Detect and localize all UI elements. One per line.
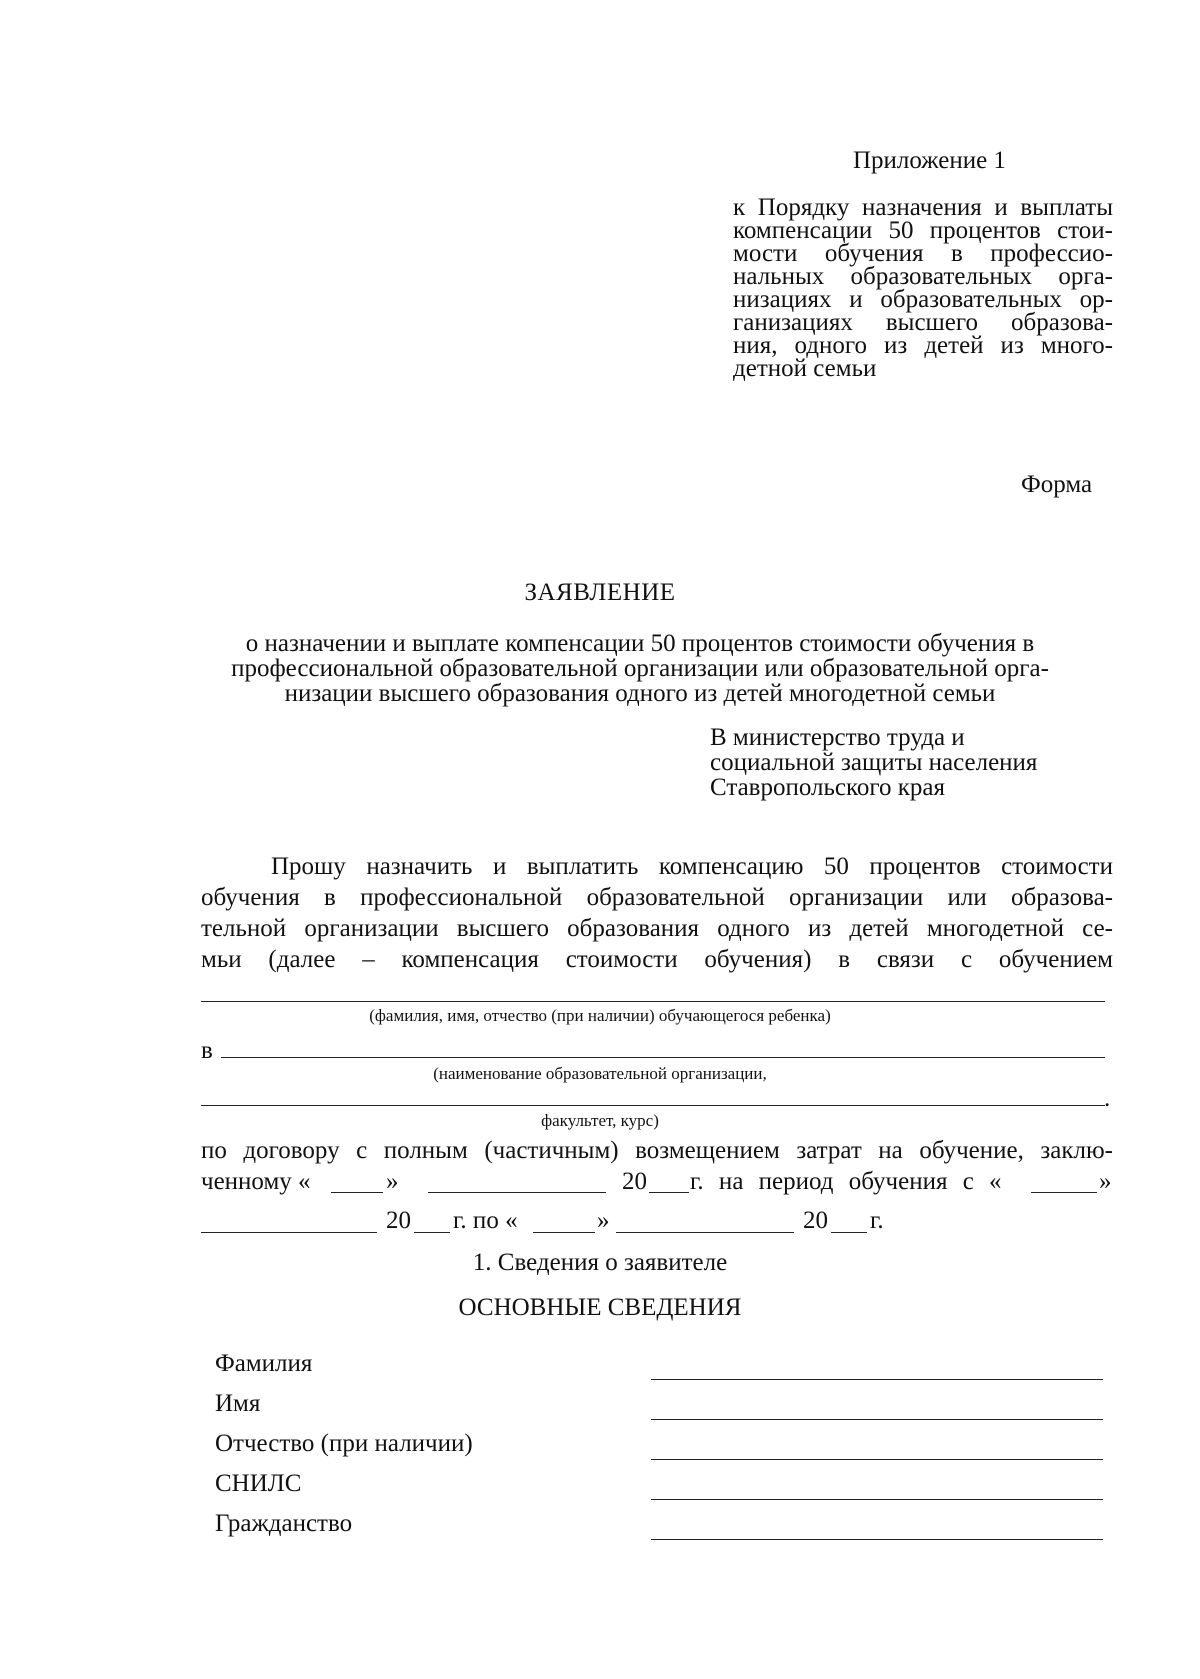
- appendix-line: мости обучения в профессио-: [733, 240, 1113, 267]
- contract-line-1: по договору с полным (частичным) возмещением затрат на обучение, заклю-: [201, 1137, 1113, 1164]
- contract-text: г. на период обучения с «: [690, 1168, 1002, 1195]
- addressee-line: социальной защиты населения: [710, 749, 1038, 776]
- period-start-year-field[interactable]: [414, 1232, 450, 1233]
- appendix-line: к Порядку назначения и выплаты: [733, 194, 1113, 221]
- caption-faculty: факультет, курс): [541, 1111, 659, 1130]
- contract-text: 20: [803, 1207, 828, 1234]
- subtitle-line: профессиональной образовательной организации или образовательной орга-: [231, 655, 1049, 682]
- appendix-line: ганизациях высшего образова-: [733, 309, 1113, 336]
- contract-text: г. по «: [453, 1207, 518, 1234]
- appendix-line: нальных образовательных орга-: [733, 263, 1113, 290]
- organization-line[interactable]: [221, 1057, 1105, 1058]
- contract-text: ченному «: [201, 1168, 311, 1195]
- field-input-surname[interactable]: [651, 1379, 1103, 1380]
- field-input-citizenship[interactable]: [651, 1539, 1103, 1540]
- body-line: тельной организации высшего образования одного из детей многодетной се-: [201, 915, 1113, 942]
- contract-day-field[interactable]: [331, 1192, 383, 1193]
- contract-text: »: [386, 1168, 399, 1195]
- field-label-surname: Фамилия: [215, 1350, 313, 1377]
- section-subheading: ОСНОВНЫЕ СВЕДЕНИЯ: [458, 1294, 742, 1321]
- period-end-month-field[interactable]: [616, 1232, 794, 1233]
- period-start-day-field[interactable]: [1031, 1192, 1097, 1193]
- field-label-patronymic: Отчество (при наличии): [215, 1430, 473, 1457]
- contract-text: 20: [622, 1168, 647, 1195]
- prefix-in: в: [201, 1037, 213, 1064]
- appendix-line: детной семьи: [733, 355, 877, 382]
- field-label-snils: СНИЛС: [215, 1470, 302, 1497]
- caption-child: (фамилия, имя, отчество (при наличии) обучающегося ребенка): [369, 1006, 831, 1025]
- body-line: Прошу назначить и выплатить компенсацию 50 процентов стоимости: [271, 853, 1113, 880]
- form-label: Форма: [1021, 471, 1093, 498]
- faculty-line[interactable]: [201, 1105, 1105, 1106]
- statement-title: ЗАЯВЛЕНИЕ: [524, 579, 676, 606]
- field-label-name: Имя: [215, 1390, 261, 1417]
- body-line: обучения в профессиональной образовательной организации или образова-: [201, 884, 1113, 911]
- contract-text: 20: [386, 1207, 411, 1234]
- addressee-line: В министерство труда и: [710, 724, 965, 751]
- subtitle-line: низации высшего образования одного из детей многодетной семьи: [284, 680, 996, 707]
- field-input-name[interactable]: [651, 1419, 1103, 1420]
- body-line: мьи (далее – компенсация стоимости обучения) в связи с обучением: [201, 946, 1113, 973]
- section-heading: 1. Сведения о заявителе: [472, 1249, 728, 1276]
- subtitle-line: о назначении и выплате компенсации 50 процентов стоимости обучения в: [245, 630, 1035, 657]
- contract-month-field[interactable]: [428, 1192, 606, 1193]
- contract-text: »: [597, 1207, 610, 1234]
- period-start-month-field[interactable]: [201, 1232, 377, 1233]
- period-mark: .: [1104, 1085, 1111, 1112]
- field-input-patronymic[interactable]: [651, 1459, 1103, 1460]
- field-input-snils[interactable]: [651, 1499, 1103, 1500]
- contract-year-field[interactable]: [649, 1192, 689, 1193]
- contract-text: г.: [870, 1207, 884, 1234]
- appendix-line: компенсации 50 процентов стои-: [733, 217, 1113, 244]
- addressee-line: Ставропольского края: [710, 774, 945, 801]
- field-label-citizenship: Гражданство: [215, 1510, 353, 1537]
- period-end-day-field[interactable]: [533, 1232, 595, 1233]
- appendix-line: низациях и образовательных ор-: [733, 286, 1113, 313]
- caption-org: (наименование образовательной организации,: [433, 1064, 767, 1083]
- appendix-title: Приложение 1: [853, 147, 1006, 174]
- appendix-line: ния, одного из детей из много-: [733, 332, 1113, 359]
- contract-text: »: [1099, 1168, 1112, 1195]
- child-name-line[interactable]: [201, 1001, 1105, 1002]
- period-end-year-field[interactable]: [831, 1232, 867, 1233]
